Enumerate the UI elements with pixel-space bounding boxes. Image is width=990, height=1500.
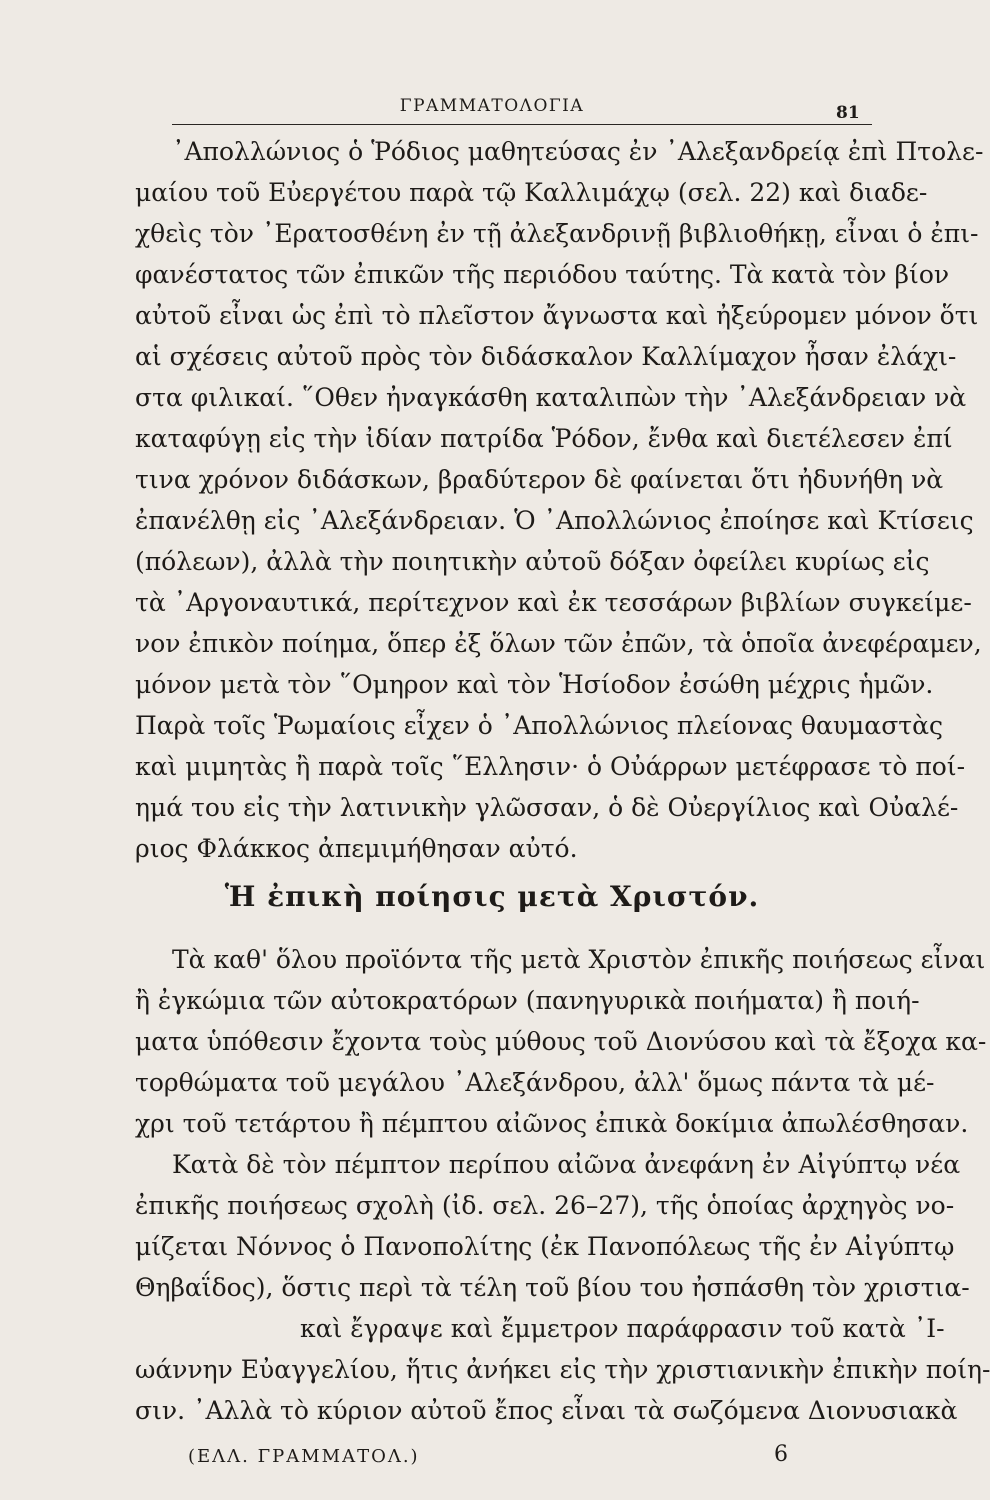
section-title: Ἡ ἐπικὴ ποίησις μετὰ Χριστόν. <box>224 880 760 913</box>
text-line: καὶ μιμητὰς ἢ παρὰ τοῖς ῞Ελλησιν· ὁ Οὐάρρων μετέφρασε τὸ ποί- <box>135 752 966 781</box>
text-line: μόνον μετὰ τὸν ῞Ομηρον καὶ τὸν Ἡσίοδον ἐσώθη μέχρις ἡμῶν. <box>135 670 934 699</box>
header-rule <box>172 124 872 125</box>
text-line: ματα ὑπόθεσιν ἔχοντα τοὺς μύθους τοῦ Διονύσου καὶ τὰ ἔξοχα κα- <box>135 1027 987 1056</box>
text-line: αἱ σχέσεις αὐτοῦ πρὸς τὸν διδάσκαλον Καλλίμαχον ἦσαν ἐλάχι- <box>135 342 957 371</box>
text-line: χρι τοῦ τετάρτου ἢ πέμπτου αἰῶνος ἐπικὰ δοκίμια ἀπωλέσθησαν. <box>135 1109 969 1138</box>
text-line: στα φιλικαί. ῞Οθεν ἠναγκάσθη καταλιπὼν τὴν ᾿Αλεξάνδρειαν νὰ <box>135 383 967 412</box>
text-line: ἢ ἐγκώμια τῶν αὐτοκρατόρων (πανηγυρικὰ ποιήματα) ἢ ποιή- <box>135 986 920 1015</box>
text-line: τορθώματα τοῦ μεγάλου ᾿Αλεξάνδρου, ἀλλ' ὅμως πάντα τὰ μέ- <box>135 1068 935 1097</box>
text-line: μίζεται Νόννος ὁ Πανοπολίτης (ἐκ Πανοπόλεως τῆς ἐν Αἰγύπτῳ <box>135 1232 955 1261</box>
text-line: αὐτοῦ εἶναι ὡς ἐπὶ τὸ πλεῖστον ἄγνωστα καὶ ἠξεύρομεν μόνον ὅτι <box>135 301 979 330</box>
text-line: Τὰ καθ' ὅλου προϊόντα τῆς μετὰ Χριστὸν ἐπικῆς ποιήσεως εἶναι <box>172 945 986 974</box>
text-line: ἐπανέλθῃ εἰς ᾿Αλεξάνδρειαν. Ὁ ᾿Απολλώνιος ἐποίησε καὶ Κτίσεις <box>135 506 974 535</box>
text-line: ωάννην Εὐαγγελίου, ἥτις ἀνήκει εἰς τὴν χριστιανικὴν ἐπικὴν ποίη- <box>135 1355 990 1384</box>
text-line: νον ἐπικὸν ποίημα, ὅπερ ἐξ ὅλων τῶν ἐπῶν, τὰ ὁποῖα ἀνεφέραμεν, <box>135 629 982 658</box>
text-line: ἐπικῆς ποιήσεως σχολὴ (ἰδ. σελ. 26–27), τῆς ὁποίας ἀρχηγὸς νο- <box>135 1191 955 1220</box>
text-line: τὰ ᾿Αργοναυτικά, περίτεχνον καὶ ἐκ τεσσάρων βιβλίων συγκείμε- <box>135 588 972 617</box>
page-number: 81 <box>836 103 860 123</box>
text-line: ᾿Απολλώνιος ὁ Ῥόδιος μαθητεύσας ἐν ᾿Αλεξανδρείᾳ ἐπὶ Πτολε- <box>172 137 984 166</box>
running-header: ΓΡΑΜΜΑΤΟΛΟΓΙΑ <box>399 96 585 116</box>
text-line: Θηβαΐδος), ὅστις περὶ τὰ τέλη τοῦ βίου του ἠσπάσθη τὸν χριστια- <box>135 1273 970 1302</box>
text-line: φανέστατος τῶν ἐπικῶν τῆς περιόδου ταύτης. Τὰ κατὰ τὸν βίον <box>135 260 950 289</box>
text-line: καταφύγῃ εἰς τὴν ἰδίαν πατρίδα Ῥόδον, ἔνθα καὶ διετέλεσεν ἐπί <box>135 424 953 453</box>
text-line: (πόλεων), ἀλλὰ τὴν ποιητικὴν αὐτοῦ δόξαν ὀφείλει κυρίως εἰς <box>135 547 930 576</box>
text-line: ριος Φλάκκος ἀπεμιμήθησαν αὐτό. <box>135 834 578 863</box>
text-line: μαίου τοῦ Εὐεργέτου παρὰ τῷ Καλλιμάχῳ (σελ. 22) καὶ διαδε- <box>135 178 928 207</box>
footer-sheet-number: 6 <box>774 1442 788 1467</box>
footer-signature: (ΕΛΛ. ΓΡΑΜΜΑΤΟΛ.) <box>188 1446 420 1467</box>
text-line: καὶ ἔγραψε καὶ ἔμμετρον παράφρασιν τοῦ κατὰ ᾿Ι- <box>300 1314 945 1343</box>
text-line: ημά του εἰς τὴν λατινικὴν γλῶσσαν, ὁ δὲ Οὐεργίλιος καὶ Οὐαλέ- <box>135 793 959 822</box>
text-line: σιν. ᾿Αλλὰ τὸ κύριον αὐτοῦ ἔπος εἶναι τὰ σωζόμενα Διονυσιακὰ <box>135 1396 958 1425</box>
text-line: Παρὰ τοῖς Ῥωμαίοις εἶχεν ὁ ᾿Απολλώνιος πλείονας θαυμαστὰς <box>135 711 943 740</box>
text-line: Κατὰ δὲ τὸν πέμπτον περίπου αἰῶνα ἀνεφάνη ἐν Αἰγύπτῳ νέα <box>172 1150 961 1179</box>
text-line: τινα χρόνον διδάσκων, βραδύτερον δὲ φαίνεται ὅτι ἠδυνήθη νὰ <box>135 465 944 494</box>
text-line: χθεὶς τὸν ᾿Ερατοσθένη ἐν τῇ ἀλεξανδρινῇ βιβλιοθήκῃ, εἶναι ὁ ἐπι- <box>135 219 979 248</box>
